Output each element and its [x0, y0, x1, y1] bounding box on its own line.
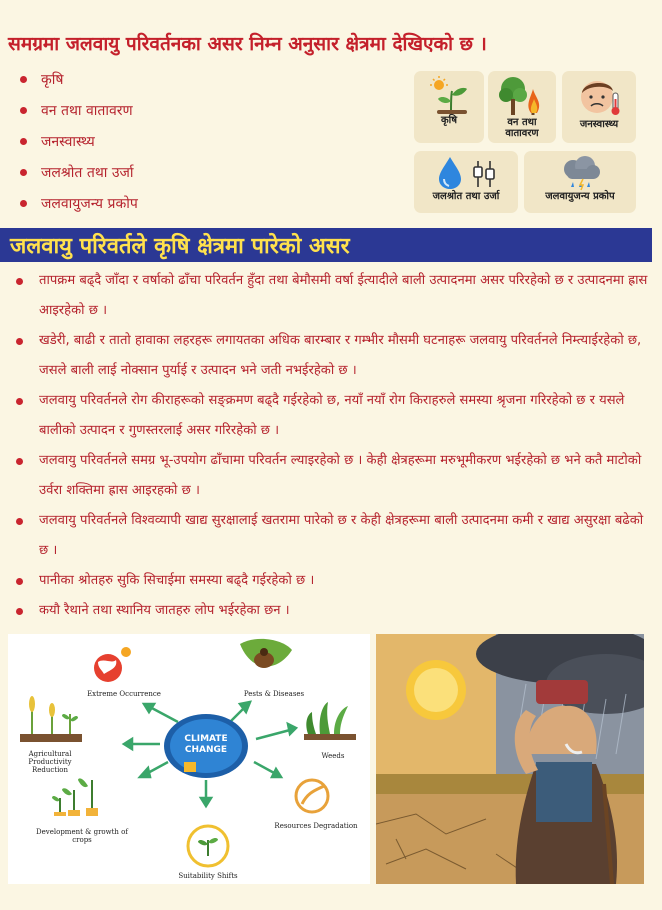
card-label: जनस्वास्थ्य: [579, 119, 619, 130]
page-heading: समग्रमा जलवायु परिवर्तनका असर निम्न अनुसार क्षेत्रमा देखिएको छ ।: [8, 33, 487, 55]
section-banner: [0, 228, 652, 262]
effect-text: पानीका श्रोतहरु सुकि सिचाईमा समस्या बढ्दै गईरहेको छ ।: [39, 573, 315, 588]
effects-list: [16, 266, 656, 626]
card-climate-disaster: [524, 151, 636, 213]
bullet-dot: [16, 578, 23, 585]
label-suitability: Suitability Shifts: [178, 872, 238, 880]
impact-area-label: वन तथा वातावरण: [41, 103, 133, 119]
list-item: [20, 126, 138, 157]
list-item: [16, 446, 656, 506]
effect-text: जलवायु परिवर्तनले रोग कीराहरूको सङ्क्रमण बढ्दै गईरहेको छ, नयाँ नयाँ रोग किराहरुले समस्या श्रृजना गरिरहेको छ र यसले बालीको उत्पादन र गुणस्तरलाई असर गरिरहेको छ ।: [39, 393, 625, 438]
farmer-scene-image: [376, 634, 644, 884]
impact-area-label: कृषि: [41, 72, 64, 88]
farmer-drought-illustration: [376, 634, 644, 884]
card-health: [562, 71, 636, 143]
card-water-energy: [414, 151, 518, 213]
bullet-dot: [20, 138, 27, 145]
bullet-dot: [20, 76, 27, 83]
bullet-dot: [16, 608, 23, 615]
list-item: [20, 64, 138, 95]
label-extreme: Extreme Occurrence: [87, 690, 161, 698]
water-drop-energy-icon: [426, 155, 506, 191]
bullet-dot: [16, 398, 23, 405]
label-development: [30, 828, 134, 844]
list-item: [16, 266, 656, 326]
bullet-dot: [16, 338, 23, 345]
bullet-dot: [16, 458, 23, 465]
list-item: [16, 566, 656, 596]
impact-area-label: जनस्वास्थ्य: [41, 134, 95, 150]
badge-line: CHANGE: [184, 745, 228, 755]
tree-fire-icon: [495, 75, 549, 117]
effect-text: जलवायु परिवर्तनले समग्र भू-उपयोग ढाँचामा परिवर्तन ल्याइरहेको छ । केही क्षेत्रहरूमा मरुभूमीकरण भईरहेको छ भने कतै माटोको उर्वरा शक्तिमा ह्रास आइरहको छ ।: [39, 453, 642, 498]
card-label: जलवायुजन्य प्रकोप: [545, 191, 615, 202]
list-item: [20, 95, 138, 126]
label-line: crops: [72, 836, 92, 844]
impact-areas-list: [20, 64, 138, 219]
list-item: [16, 506, 656, 566]
bullet-dot: [16, 278, 23, 285]
banner-title: जलवायु परिवर्तले कृषि क्षेत्रमा पारेको असर: [10, 234, 350, 259]
list-item: [16, 596, 656, 626]
effect-text: जलवायु परिवर्तनले विश्वव्यापी खाद्य सुरक्षालाई खतरामा पारेको छ र केही क्षेत्रहरूमा बाली उत्पादनमा कमी र खाद्य असुरक्षा बढेको छ ।: [39, 513, 644, 558]
effect-text: तापक्रम बढ्दै जाँदा र वर्षाको ढाँचा परिवर्तन हुँदा तथा बेमौसमी वर्षा ईत्यादीले बाली उत्पादनमा असर परिरहेको छ र उत्पादनमा ह्रास आइरहेको छ ।: [39, 273, 648, 318]
card-forest: [488, 71, 556, 143]
list-item: [16, 326, 656, 386]
bullet-dot: [20, 169, 27, 176]
climate-change-diagram: [8, 634, 370, 884]
bullet-dot: [20, 107, 27, 114]
card-label: वातावरण: [505, 128, 539, 139]
effect-text: खडेरी, बाढी र तातो हावाका लहरहरू लगायतका अधिक बारम्बार र गम्भीर मौसमी घटनाहरू जलवायु परिवर्तनले निम्त्याईरहेको छ, जसले बाली लाई नोक्सान पुर्याई र उत्पादन भने जती नभईरहेको छ ।: [39, 333, 642, 378]
impact-area-label: जलश्रोत तथा उर्जा: [41, 165, 134, 181]
label-resources: Resources Degradation: [274, 822, 358, 830]
label-pests: Pests & Diseases: [243, 690, 305, 698]
bullet-dot: [16, 518, 23, 525]
label-line: Agricultural Productivity: [28, 750, 72, 766]
list-item: [20, 157, 138, 188]
impact-area-label: जलवायुजन्य प्रकोप: [41, 196, 138, 212]
card-label: वन तथा: [507, 117, 537, 128]
sick-face-thermometer-icon: [575, 75, 623, 119]
bullet-dot: [20, 200, 27, 207]
badge-line: CLIMATE: [184, 734, 228, 744]
card-label: कृषि: [440, 115, 458, 126]
list-item: [16, 386, 656, 446]
card-label: जलश्रोत तथा उर्जा: [432, 191, 500, 202]
plant-sprout-icon: [427, 75, 471, 115]
label-line: Development & growth of: [36, 828, 128, 836]
storm-cloud-icon: [545, 155, 615, 191]
label-weeds: Weeds: [321, 752, 345, 760]
center-badge-text: [178, 734, 234, 756]
card-agriculture: [414, 71, 484, 143]
effect-text: कयौ रैथाने तथा स्थानिय जातहरु लोप भईरहेका छन ।: [39, 603, 290, 618]
label-line: Reduction: [31, 766, 69, 774]
list-item: [20, 188, 138, 219]
label-productivity: [8, 750, 92, 774]
